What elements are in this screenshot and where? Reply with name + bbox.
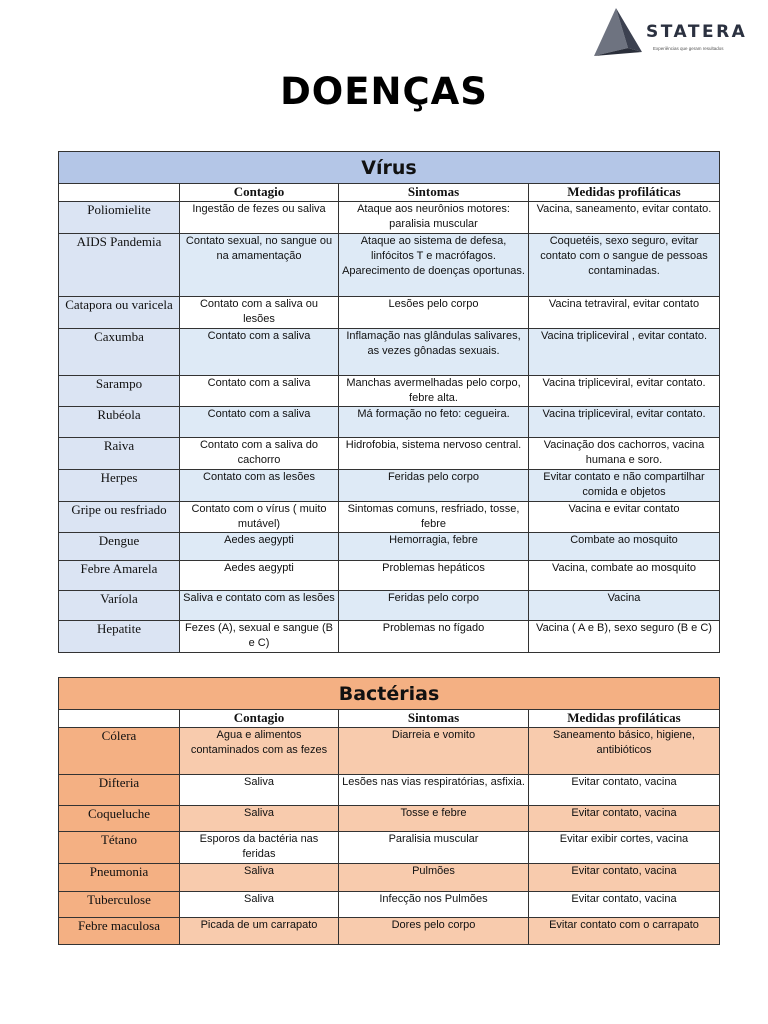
disease-name: Febre Amarela xyxy=(59,561,180,591)
table-row xyxy=(59,918,720,945)
medidas-cell: Saneamento básico, higiene, antibióticos xyxy=(529,728,720,775)
header-sintomas: Sintomas xyxy=(339,710,529,728)
contagio-cell: Saliva e contato com as lesões xyxy=(180,591,339,621)
disease-name: Tétano xyxy=(59,832,180,864)
header-blank xyxy=(59,710,180,728)
contagio-cell: Saliva xyxy=(180,806,339,832)
disease-name: Difteria xyxy=(59,775,180,806)
disease-name: Varíola xyxy=(59,591,180,621)
table-row xyxy=(59,864,720,892)
table-row xyxy=(59,892,720,918)
header-contagio: Contagio xyxy=(180,184,339,202)
disease-name: Pneumonia xyxy=(59,864,180,892)
medidas-cell: Vacina, saneamento, evitar contato. xyxy=(529,202,720,234)
medidas-cell: Vacina tripliceviral, evitar contato. xyxy=(529,407,720,438)
medidas-cell: Combate ao mosquito xyxy=(529,533,720,561)
sintomas-cell: Problemas hepáticos xyxy=(339,561,529,591)
sintomas-cell: Problemas no fígado xyxy=(339,621,529,653)
sintomas-cell: Diarreia e vomito xyxy=(339,728,529,775)
disease-name: Sarampo xyxy=(59,376,180,407)
table-row xyxy=(59,502,720,533)
table-row xyxy=(59,297,720,329)
page-title: DOENÇAS xyxy=(280,70,488,113)
table-row xyxy=(59,438,720,470)
contagio-cell: Aedes aegypti xyxy=(180,561,339,591)
sintomas-cell: Dores pelo corpo xyxy=(339,918,529,945)
sintomas-cell: Infecção nos Pulmões xyxy=(339,892,529,918)
contagio-cell: Ingestão de fezes ou saliva xyxy=(180,202,339,234)
contagio-cell: Fezes (A), sexual e sangue (B e C) xyxy=(180,621,339,653)
disease-name: Dengue xyxy=(59,533,180,561)
bacterias-table xyxy=(58,677,720,945)
table-row xyxy=(59,728,720,775)
logo-name: STATERA xyxy=(646,22,748,42)
disease-name: Rubéola xyxy=(59,407,180,438)
sintomas-cell: Sintomas comuns, resfriado, tosse, febre xyxy=(339,502,529,533)
sintomas-cell: Tosse e febre xyxy=(339,806,529,832)
contagio-cell: Contato com a saliva do cachorro xyxy=(180,438,339,470)
medidas-cell: Vacina e evitar contato xyxy=(529,502,720,533)
disease-name: Herpes xyxy=(59,470,180,502)
logo-tagline: Experiências que geram resultados xyxy=(653,46,724,51)
header-contagio: Contagio xyxy=(180,710,339,728)
sintomas-cell: Pulmões xyxy=(339,864,529,892)
disease-name: Catapora ou varicela xyxy=(59,297,180,329)
medidas-cell: Evitar contato, vacina xyxy=(529,806,720,832)
sintomas-cell: Ataque aos neurônios motores: paralisia muscular xyxy=(339,202,529,234)
table-row xyxy=(59,832,720,864)
sintomas-cell: Paralisia muscular xyxy=(339,832,529,864)
medidas-cell: Vacina, combate ao mosquito xyxy=(529,561,720,591)
contagio-cell: Contato sexual, no sangue ou na amamentação xyxy=(180,234,339,297)
medidas-cell: Vacina tripliceviral, evitar contato. xyxy=(529,376,720,407)
sintomas-cell: Má formação no feto: cegueira. xyxy=(339,407,529,438)
table-row xyxy=(59,561,720,591)
medidas-cell: Evitar contato com o carrapato xyxy=(529,918,720,945)
table-row xyxy=(59,775,720,806)
disease-name: Gripe ou resfriado xyxy=(59,502,180,533)
table-row xyxy=(59,533,720,561)
disease-name: Febre maculosa xyxy=(59,918,180,945)
disease-name: Cólera xyxy=(59,728,180,775)
table-row xyxy=(59,234,720,297)
medidas-cell: Evitar contato e não compartilhar comida e objetos xyxy=(529,470,720,502)
header-medidas: Medidas profiláticas xyxy=(529,184,720,202)
virus-section-title: Vírus xyxy=(59,152,720,184)
table-row xyxy=(59,621,720,653)
sintomas-cell: Manchas avermelhadas pelo corpo, febre alta. xyxy=(339,376,529,407)
contagio-cell: Saliva xyxy=(180,892,339,918)
contagio-cell: Aedes aegypti xyxy=(180,533,339,561)
medidas-cell: Vacina xyxy=(529,591,720,621)
table-row xyxy=(59,376,720,407)
sintomas-cell: Feridas pelo corpo xyxy=(339,591,529,621)
statera-logo xyxy=(590,6,748,62)
sintomas-cell: Feridas pelo corpo xyxy=(339,470,529,502)
contagio-cell: Picada de um carrapato xyxy=(180,918,339,945)
disease-name: Raiva xyxy=(59,438,180,470)
contagio-cell: Contato com a saliva xyxy=(180,376,339,407)
pyramid-logo-icon xyxy=(590,6,646,60)
table-row xyxy=(59,407,720,438)
medidas-cell: Vacina ( A e B), sexo seguro (B e C) xyxy=(529,621,720,653)
table-row xyxy=(59,806,720,832)
contagio-cell: Contato com a saliva xyxy=(180,329,339,376)
medidas-cell: Vacina tripliceviral , evitar contato. xyxy=(529,329,720,376)
disease-name: Poliomielite xyxy=(59,202,180,234)
bacterias-section-title: Bactérias xyxy=(59,678,720,710)
sintomas-cell: Ataque ao sistema de defesa, linfócitos T e macrófagos. Aparecimento de doenças oportunas. xyxy=(339,234,529,297)
sintomas-cell: Lesões nas vias respiratórias, asfixia. xyxy=(339,775,529,806)
sintomas-cell: Hidrofobia, sistema nervoso central. xyxy=(339,438,529,470)
sintomas-cell: Inflamação nas glândulas salivares, as vezes gônadas sexuais. xyxy=(339,329,529,376)
disease-name: Tuberculose xyxy=(59,892,180,918)
medidas-cell: Vacina tetraviral, evitar contato xyxy=(529,297,720,329)
contagio-cell: Esporos da bactéria nas feridas xyxy=(180,832,339,864)
medidas-cell: Evitar contato, vacina xyxy=(529,892,720,918)
medidas-cell: Vacinação dos cachorros, vacina humana e soro. xyxy=(529,438,720,470)
medidas-cell: Evitar exibir cortes, vacina xyxy=(529,832,720,864)
virus-table xyxy=(58,151,720,653)
contagio-cell: Contato com a saliva xyxy=(180,407,339,438)
contagio-cell: Contato com o vírus ( muito mutável) xyxy=(180,502,339,533)
medidas-cell: Evitar contato, vacina xyxy=(529,775,720,806)
header-sintomas: Sintomas xyxy=(339,184,529,202)
contagio-cell: Agua e alimentos contaminados com as fezes xyxy=(180,728,339,775)
sintomas-cell: Hemorragia, febre xyxy=(339,533,529,561)
sintomas-cell: Lesões pelo corpo xyxy=(339,297,529,329)
medidas-cell: Evitar contato, vacina xyxy=(529,864,720,892)
disease-name: Caxumba xyxy=(59,329,180,376)
contagio-cell: Saliva xyxy=(180,864,339,892)
header-medidas: Medidas profiláticas xyxy=(529,710,720,728)
contagio-cell: Saliva xyxy=(180,775,339,806)
contagio-cell: Contato com a saliva ou lesões xyxy=(180,297,339,329)
medidas-cell: Coquetéis, sexo seguro, evitar contato com o sangue de pessoas contaminadas. xyxy=(529,234,720,297)
disease-name: AIDS Pandemia xyxy=(59,234,180,297)
disease-name: Hepatite xyxy=(59,621,180,653)
table-row xyxy=(59,329,720,376)
table-row xyxy=(59,591,720,621)
table-row xyxy=(59,470,720,502)
header-blank xyxy=(59,184,180,202)
disease-name: Coqueluche xyxy=(59,806,180,832)
table-row xyxy=(59,202,720,234)
contagio-cell: Contato com as lesões xyxy=(180,470,339,502)
